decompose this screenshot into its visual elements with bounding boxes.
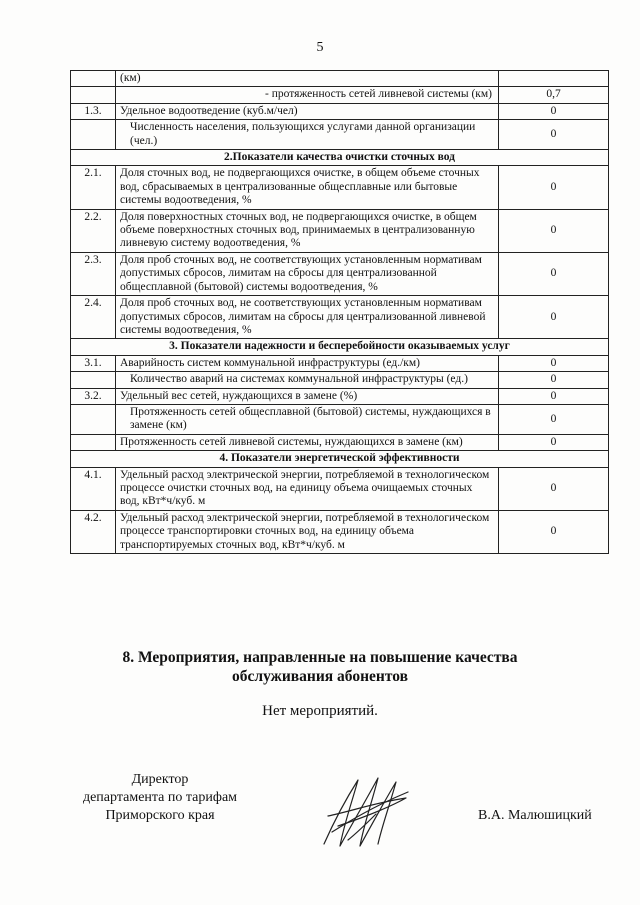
indicator-name: Удельный расход электрической энергии, потребляемой в технологическом процессе очистки сточных вод, на единицу объема очищаемых сточных вод, кВт*ч/куб. м	[116, 467, 499, 510]
handwritten-signature	[318, 772, 414, 850]
row-number: 2.2.	[71, 209, 116, 252]
table-row	[71, 252, 609, 295]
indicator-value: 0	[499, 467, 609, 510]
section-header-row	[71, 339, 609, 355]
indicator-value: 0	[499, 404, 609, 434]
table-row	[71, 166, 609, 209]
table-row	[71, 209, 609, 252]
indicator-value: 0	[499, 296, 609, 339]
indicator-name: Удельный расход электрической энергии, потребляемой в технологическом процессе транспортировки сточных вод, на единицу объема транспортируемых сточных вод, кВт*ч/куб. м	[116, 510, 499, 553]
row-number: 4.2.	[71, 510, 116, 553]
table-row	[71, 120, 609, 150]
indicator-value: 0	[499, 120, 609, 150]
section-8-heading	[0, 648, 640, 686]
table-row	[71, 87, 609, 103]
indicator-name: Доля поверхностных сточных вод, не подвергающихся очистке, в общем объеме поверхностных сточных вод, принимаемых в централизованную ливневую систему водоотведения, %	[116, 209, 499, 252]
indicator-name: Удельное водоотведение (куб.м/чел)	[116, 103, 499, 119]
indicators-table	[70, 70, 609, 554]
section-title: 3. Показатели надежности и бесперебойности оказываемых услуг	[71, 339, 609, 355]
indicator-name: Аварийность систем коммунальной инфраструктуры (ед./км)	[116, 355, 499, 371]
indicator-name: (км)	[116, 71, 499, 87]
indicators-table-body	[71, 71, 609, 554]
row-number	[71, 434, 116, 450]
table-row	[71, 510, 609, 553]
table-row	[71, 71, 609, 87]
section-title: 2.Показатели качества очистки сточных вод	[71, 150, 609, 166]
section-header-row	[71, 451, 609, 467]
table-row	[71, 355, 609, 371]
no-events-text: Нет мероприятий.	[262, 703, 378, 719]
section-8-heading-line: обслуживания абонентов	[232, 668, 408, 685]
indicator-name: Доля проб сточных вод, не соответствующих установленным нормативам допустимых сбросов, лимитам на сбросы для централизованной общесплавной (бытовой) системы водоотведения, %	[116, 252, 499, 295]
page-number: 5	[316, 40, 324, 55]
table-row	[71, 434, 609, 450]
table-row	[71, 372, 609, 388]
indicator-value	[499, 71, 609, 87]
table-row	[71, 404, 609, 434]
indicator-value: 0,7	[499, 87, 609, 103]
indicator-value: 0	[499, 355, 609, 371]
row-number: 4.1.	[71, 467, 116, 510]
signer-title-line: Директор	[131, 772, 189, 787]
indicator-name: Количество аварий на системах коммунальной инфраструктуры (ед.)	[116, 372, 499, 388]
row-number	[71, 404, 116, 434]
row-number: 2.3.	[71, 252, 116, 295]
indicator-value: 0	[499, 166, 609, 209]
signer-name: В.А. Малюшицкий	[478, 808, 592, 823]
section-8-heading-line: 8. Мероприятия, направленные на повышение качества	[122, 649, 518, 666]
section-title: 4. Показатели энергетической эффективности	[71, 451, 609, 467]
section-header-row	[71, 150, 609, 166]
row-number	[71, 87, 116, 103]
indicator-name: Численность населения, пользующихся услугами данной организации (чел.)	[116, 120, 499, 150]
indicator-name: Удельный вес сетей, нуждающихся в замене (%)	[116, 388, 499, 404]
table-row	[71, 388, 609, 404]
row-number	[71, 120, 116, 150]
indicator-value: 0	[499, 510, 609, 553]
indicator-name: Протяженность сетей общесплавной (бытовой) системы, нуждающихся в замене (км)	[116, 404, 499, 434]
row-number	[71, 71, 116, 87]
indicator-name: - протяженность сетей ливневой системы (км)	[116, 87, 499, 103]
row-number	[71, 372, 116, 388]
indicator-value: 0	[499, 209, 609, 252]
indicator-value: 0	[499, 252, 609, 295]
indicator-name: Доля проб сточных вод, не соответствующих установленным нормативам допустимых сбросов, лимитам на сбросы для централизованной ливневой системы водоотведения, %	[116, 296, 499, 339]
row-number: 2.1.	[71, 166, 116, 209]
table-row	[71, 296, 609, 339]
indicator-value: 0	[499, 103, 609, 119]
table-row	[71, 103, 609, 119]
indicator-name: Доля сточных вод, не подвергающихся очистке, в общем объеме сточных вод, сбрасываемых в централизованные общесплавные или бытовые системы водоотведения, %	[116, 166, 499, 209]
row-number: 1.3.	[71, 103, 116, 119]
table-row	[71, 467, 609, 510]
indicator-value: 0	[499, 434, 609, 450]
indicator-value: 0	[499, 388, 609, 404]
indicator-value: 0	[499, 372, 609, 388]
row-number: 3.1.	[71, 355, 116, 371]
row-number: 3.2.	[71, 388, 116, 404]
row-number: 2.4.	[71, 296, 116, 339]
signer-title	[60, 771, 260, 825]
indicator-name: Протяженность сетей ливневой системы, нуждающихся в замене (км)	[116, 434, 499, 450]
signer-title-line: Приморского края	[105, 808, 215, 823]
signer-title-line: департамента по тарифам	[82, 790, 238, 805]
